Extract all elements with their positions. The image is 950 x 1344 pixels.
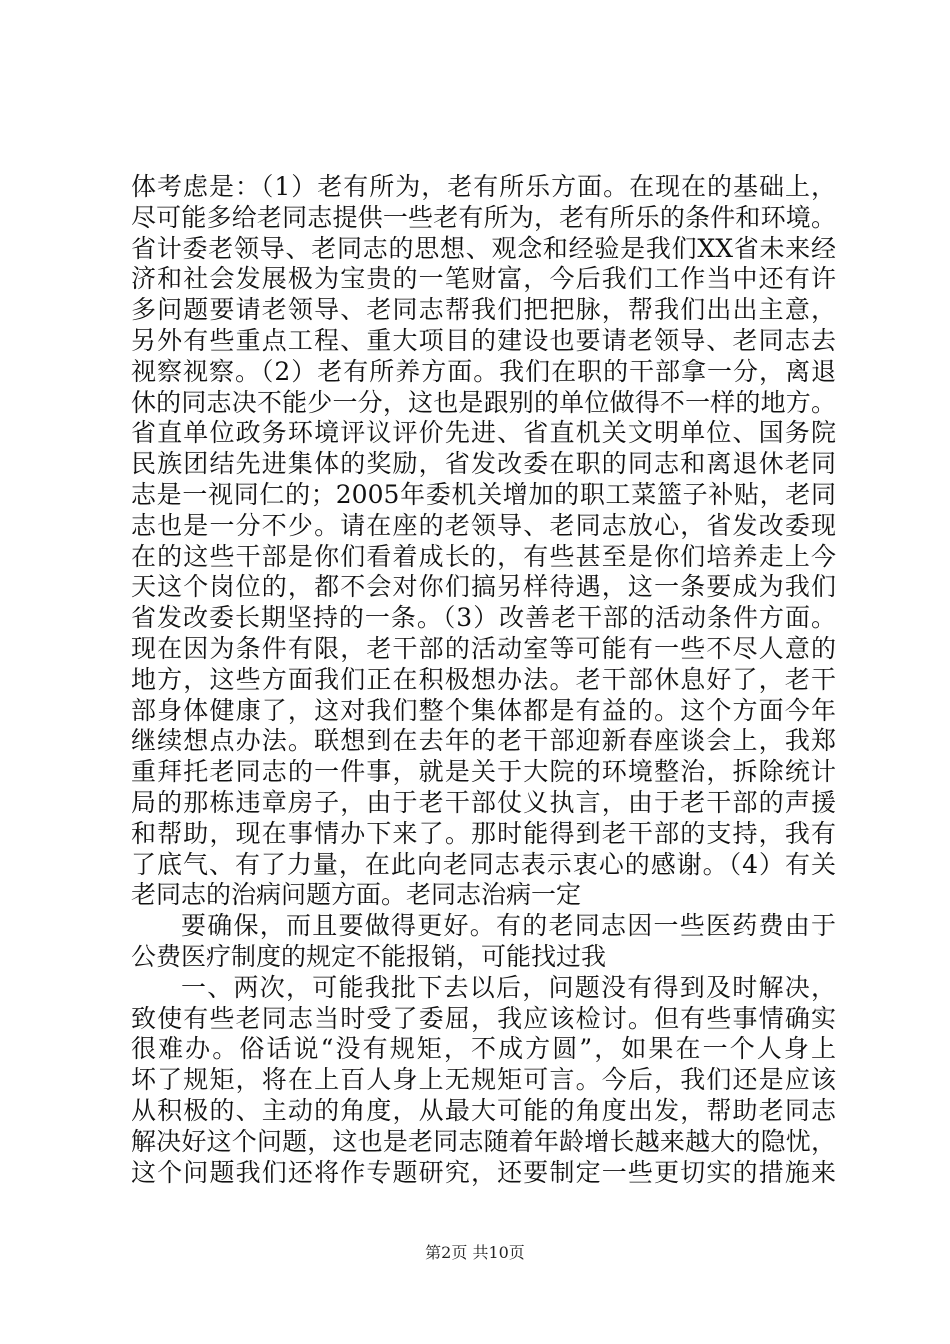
text-line: 继续想点办法。联想到在去年的老干部迎新春座谈会上，我郑 [131, 726, 836, 756]
text-line: 天这个岗位的，都不会对你们搞另样待遇，这一条要成为我们 [131, 572, 836, 602]
text-line: 这个问题我们还将作专题研究，还要制定一些更切实的措施来 [131, 1157, 836, 1187]
text-line: 省计委老领导、老同志的思想、观念和经验是我们XX省未来经 [131, 233, 836, 263]
text-line: 省发改委长期坚持的一条。（3）改善老干部的活动条件方面。 [131, 603, 836, 633]
text-line: 志是一视同仁的；2005年委机关增加的职工菜篮子补贴，老同 [131, 479, 836, 509]
body-text [131, 172, 836, 1188]
text-line: 在的这些干部是你们看着成长的，有些甚至是你们培养走上今 [131, 541, 836, 571]
text-line: 解决好这个问题，这也是老同志随着年龄增长越来越大的隐忧， [131, 1126, 836, 1156]
text-line: 局的那栋违章房子，由于老干部仗义执言，由于老干部的声援 [131, 787, 836, 817]
text-line: 致使有些老同志当时受了委屈，我应该检讨。但有些事情确实 [131, 1003, 836, 1033]
text-line: 很难办。俗话说“没有规矩，不成方圆”，如果在一个人身上 [131, 1034, 836, 1064]
text-line: 老同志的治病问题方面。老同志治病一定 [131, 880, 582, 910]
text-line: 省直单位政务环境评议评价先进、省直机关文明单位、国务院 [131, 418, 836, 448]
text-line: 济和社会发展极为宝贵的一笔财富，今后我们工作当中还有许 [131, 264, 836, 294]
text-line: 了底气、有了力量，在此向老同志表示衷心的感谢。（4）有关 [131, 849, 836, 879]
text-line: 志也是一分不少。请在座的老领导、老同志放心，省发改委现 [131, 510, 836, 540]
text-line: 部身体健康了，这对我们整个集体都是有益的。这个方面今年 [131, 695, 836, 725]
text-line: 体考虑是：（1）老有所为，老有所乐方面。在现在的基础上， [131, 172, 836, 201]
text-line: 另外有些重点工程、重大项目的建设也要请老领导、老同志去 [131, 325, 836, 355]
text-line: 视察视察。（2）老有所养方面。我们在职的干部拿一分，离退 [131, 356, 836, 386]
text-line: 从积极的、主动的角度，从最大可能的角度出发，帮助老同志 [131, 1095, 836, 1125]
text-line: 要确保，而且要做得更好。有的老同志因一些医药费由于 [181, 911, 836, 941]
text-line: 地方，这些方面我们正在积极想办法。老干部休息好了，老干 [131, 664, 836, 694]
text-line: 尽可能多给老同志提供一些老有所为，老有所乐的条件和环境。 [131, 202, 836, 232]
text-line: 休的同志决不能少一分，这也是跟别的单位做得不一样的地方。 [131, 387, 836, 417]
text-line: 现在因为条件有限，老干部的活动室等可能有一些不尽人意的 [131, 633, 836, 663]
page-footer: 第2页 共10页 [425, 1243, 525, 1262]
text-line: 民族团结先进集体的奖励，省发改委在职的同志和离退休老同 [131, 449, 836, 479]
text-line: 公费医疗制度的规定不能报销，可能找过我 [131, 941, 607, 971]
text-line: 多问题要请老领导、老同志帮我们把把脉，帮我们出出主意， [131, 295, 836, 325]
text-line: 一、两次，可能我批下去以后，问题没有得到及时解决， [181, 972, 836, 1002]
text-line: 重拜托老同志的一件事，就是关于大院的环境整治，拆除统计 [131, 757, 836, 787]
text-line: 和帮助，现在事情办下来了。那时能得到老干部的支持，我有 [131, 818, 836, 848]
text-line: 坏了规矩，将在上百人身上无规矩可言。今后，我们还是应该 [131, 1065, 836, 1095]
